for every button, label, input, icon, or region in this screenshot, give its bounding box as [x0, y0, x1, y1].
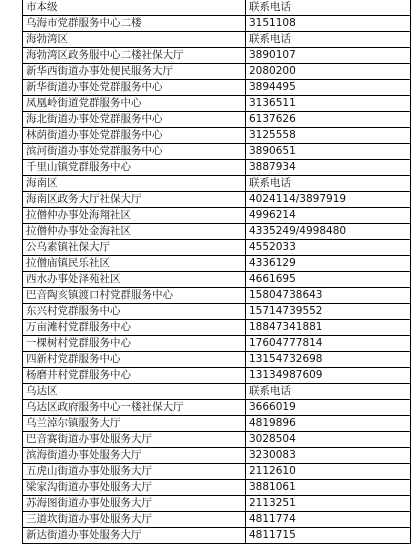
cell-phone[interactable]: 15804738643 [246, 288, 411, 304]
table-row [23, 464, 411, 480]
cell-phone[interactable]: 4335249/4998480 [246, 224, 411, 240]
table-row [23, 192, 411, 208]
cell-location[interactable]: 海南区政务大厅社保大厅 [23, 192, 246, 208]
cell-location[interactable]: 滨海街道办事处服务大厅 [23, 448, 246, 464]
cell-location[interactable]: 新达街道办事处服务大厅 [23, 528, 246, 544]
table-row [23, 352, 411, 368]
table-row [23, 64, 411, 80]
cell-phone[interactable]: 4811774 [246, 512, 411, 528]
table-row [23, 256, 411, 272]
cell-phone[interactable]: 17604777814 [246, 336, 411, 352]
cell-phone[interactable]: 3028504 [246, 432, 411, 448]
table-row [23, 240, 411, 256]
table-row [23, 448, 411, 464]
cell-location[interactable]: 苏海图街道办事处服务大厅 [23, 496, 246, 512]
cell-location[interactable]: 梁家沟街道办事处服务大厅 [23, 480, 246, 496]
cell-phone[interactable]: 3890107 [246, 48, 411, 64]
cell-location[interactable]: 海勃湾区 [23, 32, 246, 48]
cell-phone[interactable]: 3666019 [246, 400, 411, 416]
table-row [23, 496, 411, 512]
cell-location[interactable]: 市本级 [23, 0, 246, 16]
cell-location[interactable]: 一棵树村党群服务中心 [23, 336, 246, 352]
cell-phone[interactable]: 联系电话 [246, 176, 411, 192]
cell-phone[interactable]: 3890651 [246, 144, 411, 160]
cell-phone[interactable]: 18847341881 [246, 320, 411, 336]
table-row [23, 272, 411, 288]
table-row [23, 80, 411, 96]
cell-phone[interactable]: 13154732698 [246, 352, 411, 368]
cell-location[interactable]: 巴音陶亥镇渡口村党群服务中心 [23, 288, 246, 304]
cell-location[interactable]: 乌达区政府服务中心一楼社保大厅 [23, 400, 246, 416]
table-row [23, 304, 411, 320]
cell-location[interactable]: 乌达区 [23, 384, 246, 400]
cell-phone[interactable]: 3151108 [246, 16, 411, 32]
cell-phone[interactable]: 联系电话 [246, 384, 411, 400]
table-row [23, 128, 411, 144]
cell-location[interactable]: 公乌素镇社保大厅 [23, 240, 246, 256]
cell-location[interactable]: 乌兰淖尔镇服务大厅 [23, 416, 246, 432]
cell-location[interactable]: 西水办事处泽苑社区 [23, 272, 246, 288]
cell-phone[interactable]: 3881061 [246, 480, 411, 496]
table-row [23, 336, 411, 352]
cell-location[interactable]: 海南区 [23, 176, 246, 192]
cell-phone[interactable]: 4024114/3897919 [246, 192, 411, 208]
table-row [23, 0, 411, 16]
cell-phone[interactable]: 6137626 [246, 112, 411, 128]
cell-location[interactable]: 凤凰岭街道党群服务中心 [23, 96, 246, 112]
cell-location[interactable]: 新华街道办事处党群服务中心 [23, 80, 246, 96]
cell-phone[interactable]: 联系电话 [246, 32, 411, 48]
cell-phone[interactable]: 15714739552 [246, 304, 411, 320]
cell-location[interactable]: 拉僧庙镇民乐社区 [23, 256, 246, 272]
table-row [23, 368, 411, 384]
table-row [23, 512, 411, 528]
cell-phone[interactable]: 4996214 [246, 208, 411, 224]
cell-location[interactable]: 东兴村党群服务中心 [23, 304, 246, 320]
table-row [23, 528, 411, 544]
cell-location[interactable]: 万亩滩村党群服务中心 [23, 320, 246, 336]
cell-location[interactable]: 五虎山街道办事处服务大厅 [23, 464, 246, 480]
table-row [23, 48, 411, 64]
cell-phone[interactable]: 2112610 [246, 464, 411, 480]
table-body [23, 0, 411, 544]
cell-phone[interactable]: 2113251 [246, 496, 411, 512]
table-row [23, 16, 411, 32]
table-row [23, 224, 411, 240]
table-row [23, 480, 411, 496]
table-row [23, 208, 411, 224]
cell-phone[interactable]: 2080200 [246, 64, 411, 80]
table-row [23, 416, 411, 432]
cell-location[interactable]: 林荫街道办事处党群服务中心 [23, 128, 246, 144]
cell-location[interactable]: 拉僧仲办事处海翔社区 [23, 208, 246, 224]
cell-location[interactable]: 滨河街道办事处党群服务中心 [23, 144, 246, 160]
cell-phone[interactable]: 4819896 [246, 416, 411, 432]
cell-phone[interactable]: 13134987609 [246, 368, 411, 384]
cell-phone[interactable]: 3230083 [246, 448, 411, 464]
cell-location[interactable]: 杨磨井村党群服务中心 [23, 368, 246, 384]
cell-phone[interactable]: 4552033 [246, 240, 411, 256]
table-row [23, 112, 411, 128]
table-row [23, 176, 411, 192]
cell-phone[interactable]: 3887934 [246, 160, 411, 176]
cell-location[interactable]: 三道坎街道办事处服务大厅 [23, 512, 246, 528]
table-row [23, 432, 411, 448]
table-row [23, 384, 411, 400]
cell-location[interactable]: 海勃湾区政务服中心二楼社保大厅 [23, 48, 246, 64]
cell-phone[interactable]: 3125558 [246, 128, 411, 144]
table-row [23, 288, 411, 304]
cell-location[interactable]: 四新村党群服务中心 [23, 352, 246, 368]
cell-phone[interactable]: 3894495 [246, 80, 411, 96]
contact-table [22, 0, 411, 544]
cell-location[interactable]: 乌海市党群服务中心二楼 [23, 16, 246, 32]
table-row [23, 32, 411, 48]
cell-location[interactable]: 拉僧仲办事处金海社区 [23, 224, 246, 240]
cell-location[interactable]: 巴音赛街道办事处服务大厅 [23, 432, 246, 448]
cell-phone[interactable]: 4336129 [246, 256, 411, 272]
cell-phone[interactable]: 3136511 [246, 96, 411, 112]
cell-location[interactable]: 千里山镇党群服务中心 [23, 160, 246, 176]
table-row [23, 144, 411, 160]
table-row [23, 400, 411, 416]
table-row [23, 320, 411, 336]
cell-phone[interactable]: 4811715 [246, 528, 411, 544]
cell-phone[interactable]: 4661695 [246, 272, 411, 288]
table-row [23, 96, 411, 112]
cell-phone[interactable]: 联系电话 [246, 0, 411, 16]
cell-location[interactable]: 海北街道办事处党群服务中心 [23, 112, 246, 128]
table-row [23, 160, 411, 176]
cell-location[interactable]: 新华西街道办事处便民服务大厅 [23, 64, 246, 80]
